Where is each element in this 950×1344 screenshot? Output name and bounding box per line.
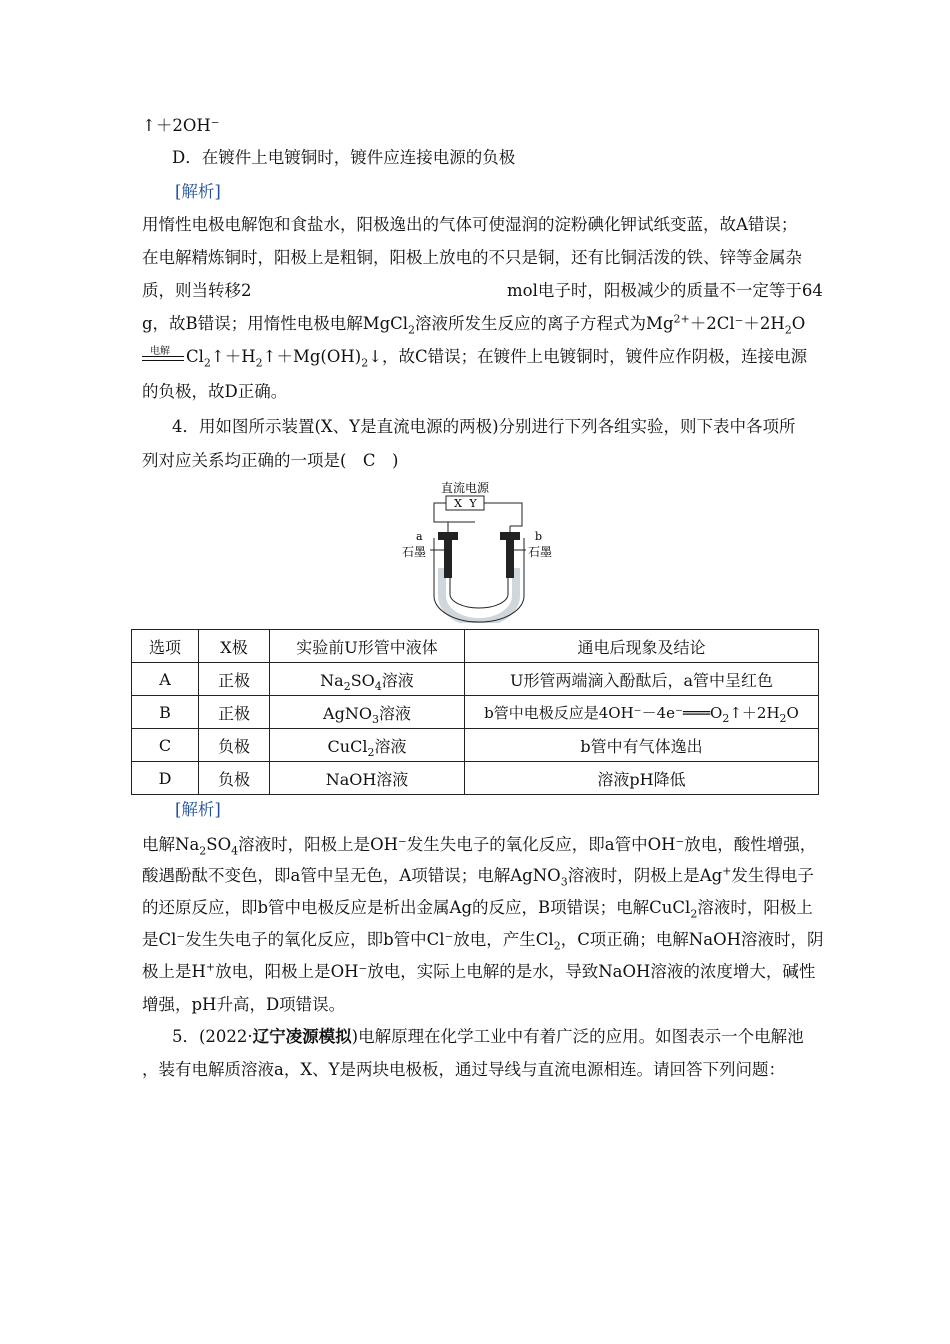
text-span: SO <box>206 835 232 854</box>
subscript: 2 <box>343 679 351 693</box>
subscript: 3 <box>560 875 568 889</box>
subscript: 2 <box>553 939 561 953</box>
subscript: 2 <box>690 907 698 921</box>
text-span: AgNO <box>323 703 372 723</box>
analysis-line <box>142 864 814 888</box>
header-cell: 实验前U形管中液体 <box>270 630 465 663</box>
label-a: a <box>416 530 423 543</box>
cell-result <box>465 696 819 729</box>
text-span: 的还原反应，即b管中电极反应是析出金属Ag的反应，B项错误；电解CuCl <box>142 898 691 917</box>
analysis-line <box>142 345 807 369</box>
cell-result: U形管两端滴入酚酞后，a管中呈红色 <box>465 663 819 696</box>
subscript: 4 <box>231 844 239 858</box>
superscript: + <box>722 864 732 878</box>
electrolysis-sign <box>142 345 186 368</box>
cell-pole: 负极 <box>199 729 270 762</box>
graphite-right-label: 石墨 <box>528 545 553 559</box>
text-span: 溶液 <box>378 703 411 723</box>
subscript: 2 <box>779 711 787 725</box>
subscript: 2 <box>784 323 792 337</box>
cell-pole: 正极 <box>199 696 270 729</box>
cell-option: B <box>132 696 199 729</box>
table-row <box>132 729 819 762</box>
text-span: mol电子时，阳极减少的质量不一定等于64 <box>507 281 823 300</box>
cell-liquid <box>270 696 465 729</box>
text-span: Na <box>320 670 344 690</box>
text-span: 溶液 <box>381 670 414 690</box>
text-span: 质，则当转移2 <box>142 281 252 300</box>
text-span: b管中电极反应是4OH⁻－4e⁻═══O <box>484 703 723 722</box>
text-span: )电解原理在化学工业中有着广泛的应用。如图表示一个电解池 <box>351 1027 804 1046</box>
text-span: g，故B错误；用惰性电极电解MgCl <box>142 314 409 333</box>
superscript: + <box>205 960 216 974</box>
question-4: 列对应关系均正确的一项是( C ) <box>142 451 399 470</box>
x-pole: X <box>454 497 462 510</box>
cell-option: A <box>132 663 199 696</box>
cell-liquid <box>270 729 465 762</box>
power-box <box>446 496 484 510</box>
subscript: 4 <box>374 679 382 693</box>
cell-option: D <box>132 762 199 795</box>
text-span: ↑＋2H <box>729 703 780 722</box>
subscript: 2 <box>199 844 207 858</box>
table-row <box>132 696 819 729</box>
subscript: 2 <box>361 356 369 370</box>
stopper-right <box>500 532 520 540</box>
wire-right <box>484 503 522 526</box>
u-tube-electrolysis-diagram <box>400 478 570 623</box>
analysis-line: 用惰性电极电解饱和食盐水，阳极逸出的气体可使湿润的淀粉碘化钾试纸变蓝，故A错误； <box>142 215 798 234</box>
header-cell: 选项 <box>132 630 199 663</box>
power-label: 直流电源 <box>440 481 490 495</box>
text-span: SO <box>350 670 375 690</box>
cell-result: b管中有气体逸出 <box>465 729 819 762</box>
text-line: ↑＋2OH⁻ <box>142 116 220 135</box>
table-row <box>132 663 819 696</box>
text-span: 极上是H <box>142 962 206 981</box>
text-span: 酸遇酚酞不变色，即a管中呈无色，A项错误；电解AgNO <box>142 866 561 885</box>
header-cell: 通电后现象及结论 <box>465 630 819 663</box>
cell-liquid: NaOH溶液 <box>270 762 465 795</box>
text-span: 发生得电子 <box>731 866 814 885</box>
text-span: 放电，阳极上是OH⁻放电，实际上电解的是水，导致NaOH溶液的浓度增大，碱性 <box>215 962 816 981</box>
text-span: 溶液 <box>374 736 407 756</box>
analysis-label: [解析] <box>175 182 221 201</box>
y-pole: Y <box>469 497 477 510</box>
text-span: ↑＋H <box>210 347 256 366</box>
table-row <box>132 762 819 795</box>
analysis-line <box>142 279 823 303</box>
text-span: CuCl <box>327 736 368 756</box>
text-span: ＋2Cl⁻＋2H <box>689 314 785 333</box>
analysis-line <box>142 960 815 984</box>
analysis-line <box>142 312 805 336</box>
subscript: 2 <box>203 356 211 370</box>
table-header-row <box>132 630 819 663</box>
analysis-line: 在电解精炼铜时，阳极上是粗铜，阳极上放电的不只是铜，还有比铜活泼的铁、锌等金属杂 <box>142 248 802 267</box>
cell-option: C <box>132 729 199 762</box>
text-span: O <box>786 703 799 722</box>
text-span: 电解Na <box>142 835 200 854</box>
question-4: 4．用如图所示装置(X、Y是直流电源的两极)分别进行下列各组实验，则下表中各项所 <box>172 417 796 436</box>
stopper-left <box>438 532 458 540</box>
graphite-electrode-a <box>444 540 452 578</box>
experiment-table <box>131 629 819 795</box>
text-span: 是Cl⁻发生失电子的氧化反应，即b管中Cl⁻放电，产生Cl <box>142 930 554 949</box>
electrolysis-label: 电解 <box>150 345 170 357</box>
cell-result: 溶液pH降低 <box>465 762 819 795</box>
superscript: 2+ <box>673 312 690 326</box>
analysis-line <box>142 928 824 952</box>
analysis-line <box>142 833 816 857</box>
cell-pole: 负极 <box>199 762 270 795</box>
text-span: 溶液时，阳极上 <box>697 898 813 917</box>
header-cell: X极 <box>199 630 270 663</box>
text-span: O <box>791 314 806 333</box>
question-5 <box>172 1025 804 1049</box>
cell-liquid <box>270 663 465 696</box>
text-span: 溶液时，阴极上是Ag <box>567 866 723 885</box>
text-span: ↓，故C错误；在镀件上电镀铜时，镀件应作阴极，连接电源 <box>368 347 808 366</box>
text-span: ，C项正确；电解NaOH溶液时，阴 <box>560 930 824 949</box>
text-span: 溶液时，阳极上是OH⁻发生失电子的氧化反应，即a管中OH⁻放电，酸性增强， <box>238 835 817 854</box>
option-d: D．在镀件上电镀铜时，镀件应连接电源的负极 <box>172 148 516 167</box>
analysis-line: 的负极，故D正确。 <box>142 382 288 401</box>
subscript: 2 <box>408 323 416 337</box>
text-span: 5．(2022· <box>172 1027 253 1046</box>
text-span: ↑＋Mg(OH) <box>262 347 362 366</box>
subscript: 3 <box>371 712 379 726</box>
analysis-label: [解析] <box>175 800 221 819</box>
u-tube-inner <box>450 538 508 608</box>
analysis-line <box>142 896 813 920</box>
text-span: 溶液所发生反应的离子方程式为Mg <box>415 314 674 333</box>
label-b: b <box>535 530 543 543</box>
subscript: 2 <box>255 356 263 370</box>
graphite-left-label: 石墨 <box>402 545 427 559</box>
subscript: 2 <box>722 711 730 725</box>
analysis-line: 增强，pH升高，D项错误。 <box>142 995 346 1014</box>
cell-pole: 正极 <box>199 663 270 696</box>
text-span: Cl <box>186 347 204 366</box>
subscript: 2 <box>367 745 375 759</box>
source-label: 辽宁凌源模拟 <box>252 1027 352 1046</box>
question-5: ，装有电解质溶液a，X、Y是两块电极板，通过导线与直流电源相连。请回答下列问题： <box>142 1060 785 1079</box>
graphite-electrode-b <box>506 540 514 578</box>
